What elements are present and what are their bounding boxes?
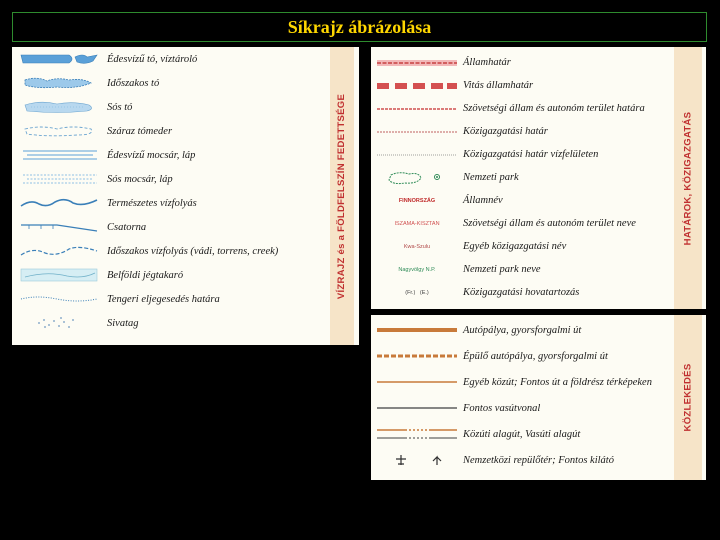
legend-row-disputed-border: Vitás államhatár <box>371 74 671 97</box>
desert-icon <box>12 315 107 331</box>
legend-row-seasonal-lake: Időszakos tó <box>12 71 327 95</box>
legend-row-federal-name: ISZAMA-KISZTAN Szövetségi állam és autonóm terület neve <box>394 218 636 229</box>
right-bottom-legend-panel <box>371 315 706 480</box>
legend-row-state-name: FINNORSZÁG Államnév <box>398 195 503 206</box>
slide-title: Síkrajz ábrázolása <box>287 16 432 37</box>
legend-row-railway: Fontos vasútvonal <box>371 395 671 421</box>
freshwater-marsh-icon <box>12 147 107 163</box>
legend-row-desert: Sivatag <box>12 311 327 335</box>
sea-ice-limit-icon <box>12 291 107 307</box>
right-top-section-label: HATÁROK, KÖZIGAZGATÁS <box>682 111 694 245</box>
legend-row-motorway-construction: Épülő autópálya, gyorsforgalmi út <box>371 343 671 369</box>
national-park-icon <box>371 169 463 187</box>
national-park-name-sample: Nagyvölgy N.P. <box>398 266 436 273</box>
legend-row-lake: Édesvízű tó, víztároló <box>12 47 327 71</box>
legend-row-salt-lake: Sós tó <box>12 95 327 119</box>
motorway-icon <box>371 326 463 334</box>
legend-row-national-park-name: Nagyvölgy N.P. Nemzeti park neve <box>398 264 541 275</box>
legend-row-airport: Nemzetközi repülőtér; Fontos kilátó <box>371 447 671 473</box>
right-bottom-section-label: KÖZLEKEDÉS <box>682 363 694 432</box>
legend-row-dry-lakebed: Száraz tómeder <box>12 119 327 143</box>
lake-icon <box>12 51 107 67</box>
state-border-icon <box>371 59 463 67</box>
right-top-legend-panel <box>371 47 706 309</box>
salt-lake-icon <box>12 99 107 115</box>
legend-row-river: Természetes vízfolyás <box>12 191 327 215</box>
left-section-label: VÍZRAJZ és a FÖLDFELSZÍN FEDETTSÉGE <box>336 93 348 299</box>
legend-row-national-park: Nemzeti park <box>371 166 671 189</box>
salt-marsh-icon <box>12 171 107 187</box>
legend-row-tunnel: Közúti alagút, Vasúti alagút <box>371 421 671 447</box>
canal-icon <box>12 219 107 235</box>
intermittent-stream-icon <box>12 243 107 259</box>
federal-border-icon <box>371 105 463 113</box>
legend-row-admin-border-water: Közigazgatási határ vízfelületen <box>371 143 671 166</box>
other-road-icon <box>371 378 463 386</box>
left-legend-panel <box>12 47 359 345</box>
state-name-sample: FINNORSZÁG <box>398 197 436 204</box>
legend-row-state-border: Államhatár <box>371 51 671 74</box>
legend-row-other-road: Egyéb közút; Fontos út a földrész térképeken <box>371 369 671 395</box>
legend-row-admin-affiliation: (Fr.) (E.) Közigazgatási hovatartozás <box>405 287 580 298</box>
right-bottom-section-strip <box>674 315 702 480</box>
legend-row-canal: Csatorna <box>12 215 327 239</box>
legend-row-ice-sheet: Belföldi jégtakaró <box>12 263 327 287</box>
admin-affiliation-sample: (Fr.) (E.) <box>405 289 429 296</box>
legend-row-intermittent-stream: Időszakos vízfolyás (vádi, torrens, creek) <box>12 239 327 263</box>
admin-border-icon <box>371 128 463 136</box>
legend-row-salt-marsh: Sós mocsár, láp <box>12 167 327 191</box>
legend-row-freshwater-marsh: Édesvízű mocsár, láp <box>12 143 327 167</box>
railway-icon <box>371 404 463 412</box>
legend-row-admin-border: Közigazgatási határ <box>371 120 671 143</box>
legend-row-federal-border: Szövetségi állam és autonóm terület határa <box>371 97 671 120</box>
left-section-strip <box>330 47 354 345</box>
right-top-section-strip <box>674 47 702 309</box>
legend-row-motorway: Autópálya, gyorsforgalmi út <box>371 317 671 343</box>
federal-name-sample: ISZAMA-KISZTAN <box>394 220 440 227</box>
legend-row-sea-ice-limit: Tengeri eljegesedés határa <box>12 287 327 311</box>
slide-title-bar <box>12 12 707 42</box>
motorway-construction-icon <box>371 352 463 360</box>
seasonal-lake-icon <box>12 75 107 91</box>
river-icon <box>12 195 107 211</box>
legend-row-other-admin-name: Kwa-Szulu Egyéb közigazgatási név <box>403 241 567 252</box>
disputed-border-icon <box>371 82 463 90</box>
tunnel-icon <box>371 426 463 442</box>
other-admin-name-sample: Kwa-Szulu <box>403 243 431 250</box>
ice-sheet-icon <box>12 267 107 283</box>
airport-icon <box>371 453 463 467</box>
dry-lakebed-icon <box>12 123 107 139</box>
admin-border-water-icon <box>371 151 463 159</box>
